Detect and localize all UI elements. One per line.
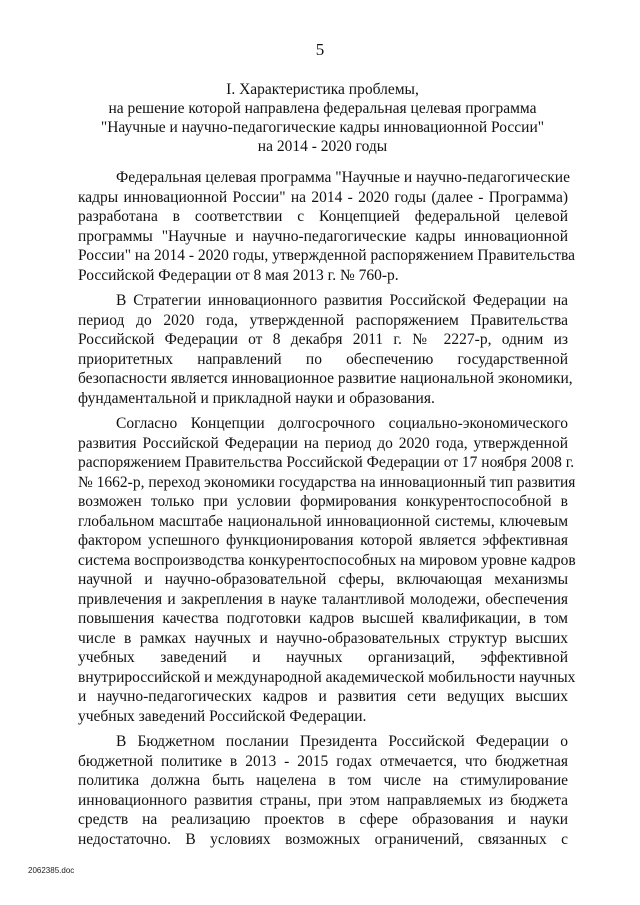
text-line: фундаментальной и прикладной науки и образования. bbox=[78, 389, 435, 407]
text-line: В Стратегии инновационного развития Российской Федерации на bbox=[116, 292, 568, 309]
text-line: привлечения и закрепления в науке талантливой молодежи, обеспечения bbox=[78, 590, 568, 608]
text-line: числе в рамках научных и научно-образовательных структур высших bbox=[78, 629, 568, 647]
heading-line: "Научные и научно-педагогические кадры инновационной России" bbox=[100, 119, 545, 136]
text-line: России" на 2014 - 2020 годы, утвержденной распоряжением Правительства bbox=[78, 247, 575, 264]
text-line: разработана в соответствии с Концепцией федеральной целевой bbox=[78, 208, 568, 225]
text-line: недостаточно. В условиях возможных ограничений, связанных с bbox=[78, 830, 568, 848]
paragraph-1 bbox=[78, 168, 575, 285]
text-line: распоряжением Правительства Российской Федерации от 17 ноября 2008 г. bbox=[78, 454, 575, 471]
text-line: период до 2020 года, утвержденной распоряжением Правительства bbox=[78, 311, 568, 329]
text-line: приоритетных направлений по обеспечению государственной bbox=[78, 350, 568, 368]
text-line: глобальном масштабе национальной инновационной системы, ключевым bbox=[78, 512, 568, 530]
text-line: Российской Федерации от 8 мая 2013 г. № 760-р. bbox=[78, 266, 399, 284]
text-line: кадры инновационной России" на 2014 - 2020 годы (далее - Программа) bbox=[78, 188, 568, 206]
heading-line: на 2014 - 2020 годы bbox=[257, 138, 388, 155]
page-number: 5 bbox=[315, 40, 325, 59]
text-line: программы "Научные и научно-педагогические кадры инновационной bbox=[78, 227, 568, 245]
text-line: фактором успешного функционирования которой является эффективная bbox=[78, 532, 568, 549]
text-line: Российской Федерации от 8 декабря 2011 г. № 2227-р, одним из bbox=[78, 331, 568, 348]
text-line: система воспроизводства конкурентоспособных на мировом уровне кадров bbox=[78, 551, 576, 569]
heading-line: на решение которой направлена федеральная целевая программа bbox=[108, 100, 537, 117]
text-line: внутрироссийской и международной академической мобильности научных bbox=[78, 668, 576, 686]
text-line: бюджетной политике в 2013 - 2015 годах отмечается, что бюджетная bbox=[78, 752, 568, 770]
text-line: средств на реализацию проектов в сфере образования и науки bbox=[78, 811, 568, 828]
text-line: безопасности является инновационное развитие национальной экономики, bbox=[78, 370, 573, 387]
text-line: Федеральная целевая программа "Научные и научно-педагогические bbox=[116, 169, 570, 186]
file-name-footer: 2062385.doc bbox=[28, 866, 75, 875]
paragraph-3 bbox=[78, 414, 576, 726]
text-line: учебных заведений Российской Федерации. bbox=[78, 707, 367, 725]
text-line: Согласно Концепции долгосрочного социально-экономического bbox=[116, 415, 568, 432]
document-body bbox=[78, 168, 576, 855]
text-line: и научно-педагогических кадров и развития сети ведущих высших bbox=[78, 688, 568, 705]
text-line: № 1662-р, переход экономики государства на инновационный тип развития bbox=[78, 473, 576, 491]
paragraph-2 bbox=[78, 291, 573, 408]
text-line: политика должна быть нацелена в том числе на стимулирование bbox=[78, 772, 568, 789]
heading-line: I. Характеристика проблемы, bbox=[226, 81, 419, 98]
text-line: повышения качества подготовки кадров высшей квалификации, в том bbox=[78, 610, 568, 627]
text-line: возможен только при условии формирования конкурентоспособной в bbox=[78, 493, 568, 510]
text-line: В Бюджетном послании Президента Российской Федерации о bbox=[116, 733, 568, 750]
text-line: научной и научно-образовательной сферы, включающая механизмы bbox=[78, 571, 568, 588]
text-line: инновационного развития страны, при этом направляемых из бюджета bbox=[78, 791, 568, 809]
text-line: развития Российской Федерации на период до 2020 года, утвержденной bbox=[78, 434, 568, 452]
text-line: учебных заведений и научных организаций, эффективной bbox=[78, 649, 568, 666]
section-heading bbox=[80, 80, 565, 156]
paragraph-4 bbox=[78, 732, 568, 849]
